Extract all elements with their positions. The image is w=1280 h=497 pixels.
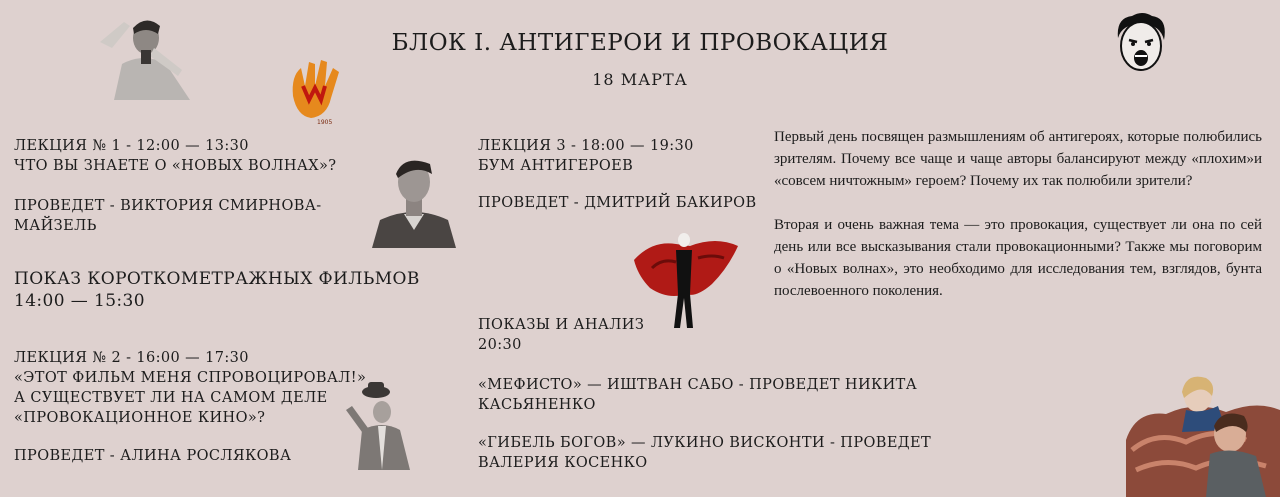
description — [774, 126, 1262, 302]
hand-logo-caption: 1905 — [317, 119, 333, 126]
screaming-face-illustration — [1112, 12, 1170, 76]
young-man-portrait — [370, 152, 458, 248]
screenings-analysis — [478, 315, 931, 473]
screenings-time: 20:30 — [478, 337, 522, 353]
description-paragraph-1: Первый день посвящен размышлениям об антигероях, которые полюбились зрителям. Почему все чаще и чаще авторы балансируют между «плохим»и «совсем ничтожным» героем? Почему их так полюбили зрители? — [774, 129, 1262, 189]
lecture-3-speaker: ПРОВЕДЕТ - ДМИТРИЙ БАКИРОВ — [478, 195, 757, 211]
director-framing-photo — [94, 12, 194, 102]
lecture-1-time: ЛЕКЦИЯ № 1 - 12:00 — 13:30 — [14, 138, 249, 154]
film-damned: «ГИБЕЛЬ БОГОВ» — ЛУКИНО ВИСКОНТИ - ПРОВЕДЕТ — [478, 435, 932, 451]
film-mephisto-cont: КАСЬЯНЕНКО — [478, 397, 596, 413]
mephisto-red-cape-figure — [632, 228, 740, 330]
lecture-1-speaker-cont: МАЙЗЕЛЬ — [14, 218, 97, 234]
lecture-3-time: ЛЕКЦИЯ 3 - 18:00 — 19:30 — [478, 138, 694, 154]
description-paragraph-2: Вторая и очень важная тема — это провокация, существует ли она по сей день или все высказывания стали провокационными? Также мы поговорим о «Новых волнах», это необходимо для исследования тем, взглядов, бунта послевоенного поколения. — [774, 217, 1262, 299]
man-raising-hat-photo — [336, 380, 416, 470]
hand-logo-image — [287, 56, 343, 126]
film-mephisto: «МЕФИСТО» — ИШТВАН САБО - ПРОВЕДЕТ НИКИТА — [478, 377, 918, 393]
short-films-screening — [14, 268, 420, 312]
lecture-2-time: ЛЕКЦИЯ № 2 - 16:00 — 17:30 — [14, 350, 249, 366]
lecture-1-speaker: ПРОВЕДЕТ - ВИКТОРИЯ СМИРНОВА- — [14, 198, 322, 214]
lecture-2 — [14, 348, 366, 466]
film-damned-cont: ВАЛЕРИЯ КОСЕНКО — [478, 455, 648, 471]
couple-painting-image — [1126, 370, 1280, 497]
screening-title: ПОКАЗ КОРОТКОМЕТРАЖНЫХ ФИЛЬМОВ — [14, 269, 420, 289]
lecture-3 — [478, 136, 757, 213]
screenings-title: ПОКАЗЫ И АНАЛИЗ — [478, 317, 645, 333]
screening-time: 14:00 — 15:30 — [14, 291, 145, 311]
page-title: БЛОК I. АНТИГЕРОИ И ПРОВОКАЦИЯ — [391, 30, 889, 56]
lecture-2-topic-2: А СУЩЕСТВУЕТ ЛИ НА САМОМ ДЕЛЕ — [14, 390, 328, 406]
event-date: 18 МАРТА — [592, 70, 688, 89]
lecture-3-topic: БУМ АНТИГЕРОЕВ — [478, 158, 634, 174]
lecture-2-speaker: ПРОВЕДЕТ - АЛИНА РОСЛЯКОВА — [14, 448, 292, 464]
lecture-2-topic-3: «ПРОВОКАЦИОННОЕ КИНО»? — [14, 410, 266, 426]
lecture-1 — [14, 136, 336, 236]
lecture-2-topic-1: «ЭТОТ ФИЛЬМ МЕНЯ СПРОВОЦИРОВАЛ!» — [14, 370, 367, 386]
lecture-1-topic: ЧТО ВЫ ЗНАЕТЕ О «НОВЫХ ВОЛНАХ»? — [14, 158, 337, 174]
